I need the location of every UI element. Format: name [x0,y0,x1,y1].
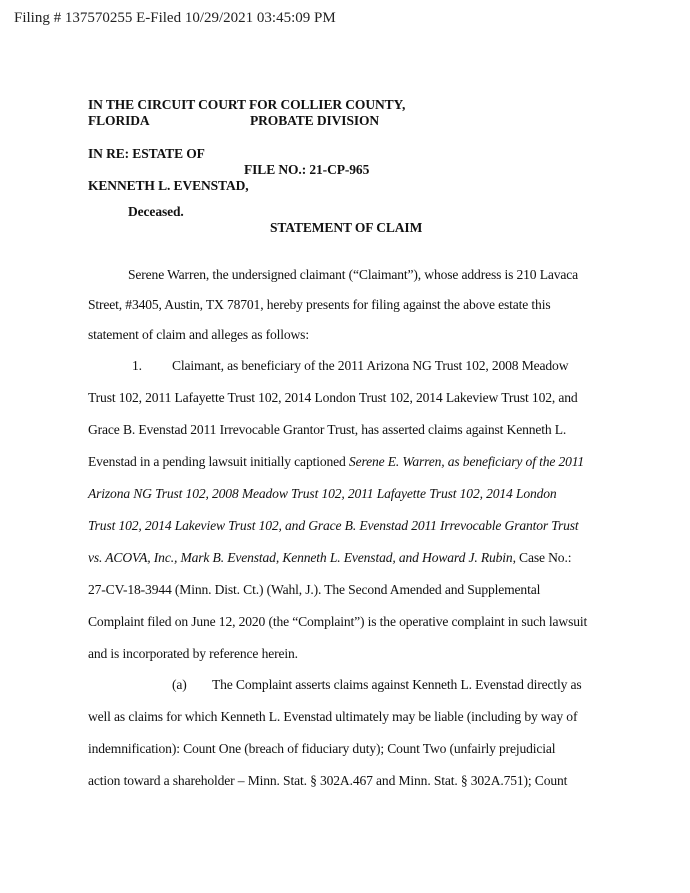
decedent-name: KENNETH L. EVENSTAD, [88,178,249,193]
file-number: FILE NO.: 21-CP-965 [244,162,370,177]
subparagraph-label: (a) [172,677,187,692]
document-title: STATEMENT OF CLAIM [270,220,423,235]
subparagraph-a-line-3: indemnification): Count One (breach of fiduciary duty); Count Two (unfairly prejudicial [88,741,556,756]
filing-stamp: Filing # 137570255 E-Filed 10/29/2021 03:45:09 PM [14,10,336,26]
court-line-1: IN THE CIRCUIT COURT FOR COLLIER COUNTY, [88,97,406,112]
subparagraph-a-line-2: well as claims for which Kenneth L. Evenstad ultimately may be liable (including by way of [88,709,578,724]
paragraph-1-line-10: and is incorporated by reference herein. [88,646,298,661]
paragraph-1-line-8: 27-CV-18-3944 (Minn. Dist. Ct.) (Wahl, J.). The Second Amended and Supplemental [88,582,541,597]
paragraph-1-line-3: Grace B. Evenstad 2011 Irrevocable Grantor Trust, has asserted claims against Kenneth L. [88,422,567,437]
intro-line-1: Serene Warren, the undersigned claimant (“Claimant”), whose address is 210 Lavaca [128,267,579,282]
court-line-2-division: PROBATE DIVISION [250,113,380,128]
case-caption-italic-4: vs. ACOVA, Inc., Mark B. Evenstad, Kenneth L. Evenstad, and Howard J. Rubin [88,550,513,565]
subparagraph-a-line-4: action toward a shareholder – Minn. Stat. § 302A.467 and Minn. Stat. § 302A.751); Count [88,773,568,788]
case-caption-italic-3: Trust 102, 2014 Lakeview Trust 102, and Grace B. Evenstad 2011 Irrevocable Grantor Trust [88,518,579,533]
paragraph-1-line-4 [88,454,584,470]
paragraph-1-line-1: Claimant, as beneficiary of the 2011 Arizona NG Trust 102, 2008 Meadow [172,358,569,373]
intro-line-2: Street, #3405, Austin, TX 78701, hereby presents for filing against the above estate this [88,297,551,312]
paragraph-1-line-6 [88,518,579,534]
in-re-line: IN RE: ESTATE OF [88,146,205,161]
paragraph-1-line-4-text: Evenstad in a pending lawsuit initially captioned [88,454,349,469]
case-number-label: , Case No.: [512,550,572,565]
intro-line-3: statement of claim and alleges as follows: [88,327,309,342]
case-caption-italic-2: Arizona NG Trust 102, 2008 Meadow Trust 102, 2011 Lafayette Trust 102, 2014 London [88,486,557,501]
paragraph-1-line-2: Trust 102, 2011 Lafayette Trust 102, 2014 London Trust 102, 2014 Lakeview Trust 102, and [88,390,578,405]
paragraph-1-line-9: Complaint filed on June 12, 2020 (the “Complaint”) is the operative complaint in such lawsuit [88,614,588,629]
court-line-2-state: FLORIDA [88,113,150,128]
subparagraph-a-line-1: The Complaint asserts claims against Kenneth L. Evenstad directly as [212,677,582,692]
paragraph-number: 1. [132,358,142,373]
deceased-label: Deceased. [128,204,184,219]
paragraph-1-line-5 [88,486,557,502]
case-caption-italic-1: Serene E. Warren, as beneficiary of the 2011 [348,454,585,469]
paragraph-1-line-7 [88,550,571,566]
